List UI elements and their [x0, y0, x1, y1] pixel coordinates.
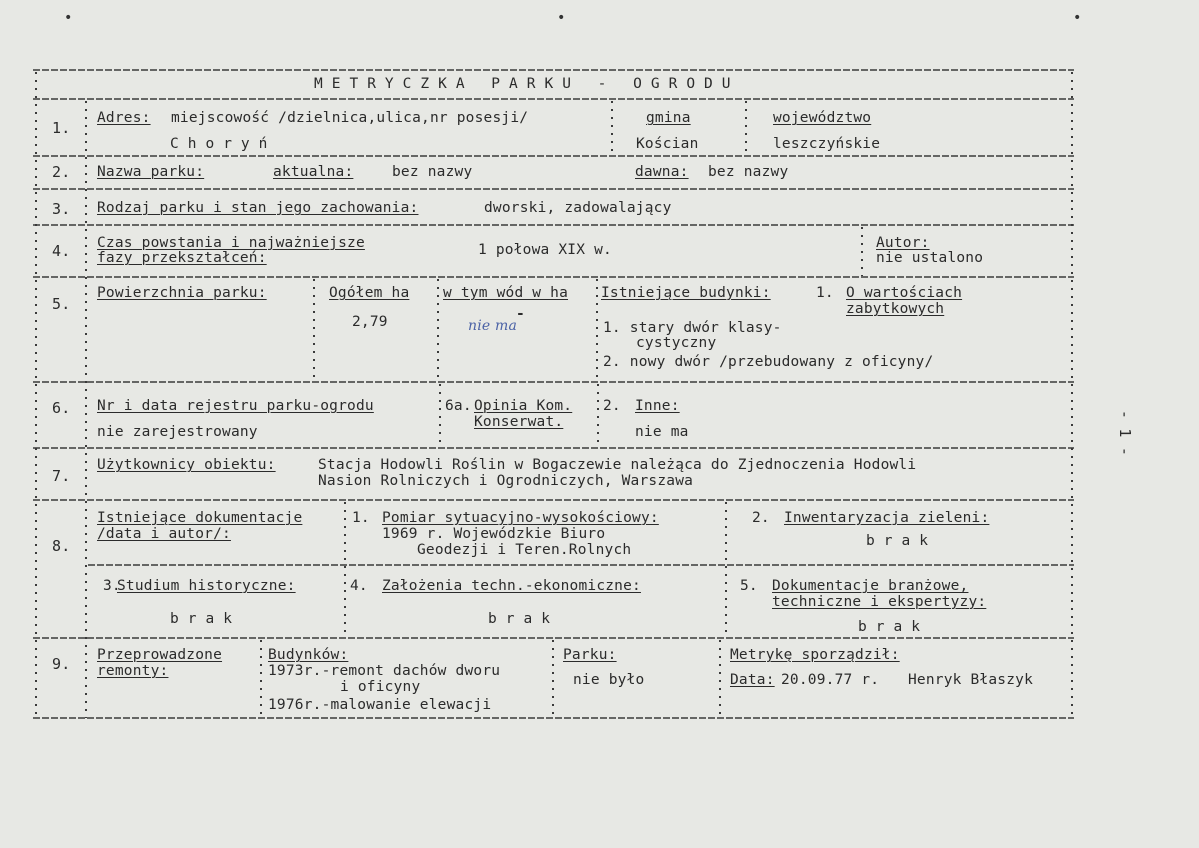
other-number: 2. — [603, 398, 621, 414]
history-label: Studium historyczne: — [117, 578, 296, 594]
buildings-repairs-label: Budynków: — [268, 647, 349, 663]
park-name-label: Nazwa parku: — [97, 164, 205, 180]
creation-label-line1: Czas powstania i najważniejsze — [97, 235, 365, 251]
historic-value-line1: O wartościach — [846, 285, 963, 301]
row-4-number: 4. — [52, 242, 71, 260]
page-number: - 1 - — [1116, 409, 1135, 457]
inventory-label: Inwentaryzacja zieleni: — [784, 510, 990, 526]
buildings-sub-number: 1. — [816, 285, 834, 301]
date-label: Data: — [730, 672, 775, 688]
park-repairs-value: nie było — [573, 672, 645, 688]
address-value: Choryń — [170, 136, 277, 152]
users-value-line1: Stacja Hodowli Roślin w Bogaczewie należąca do Zjednoczenia Hodowli — [318, 457, 917, 473]
former-name-label: dawna: — [635, 164, 689, 180]
top-mark-right: • — [1073, 10, 1082, 26]
row-3-number: 3. — [52, 200, 71, 218]
survey-number: 1. — [352, 510, 370, 526]
repairs-label-line2: remonty: — [97, 663, 169, 679]
inventory-value: brak — [866, 533, 937, 549]
author-value: nie ustalono — [876, 250, 984, 266]
park-type-value: dworski, zadowalający — [484, 200, 672, 216]
repair-1-line1: 1973r.-remont dachów dworu — [268, 663, 501, 679]
documentation-label-line1: Istniejące dokumentacje — [97, 510, 303, 526]
buildings-label: Istniejące budynki: — [601, 285, 771, 301]
tech-label: Założenia techn.-ekonomiczne: — [382, 578, 641, 594]
water-area-label: w tym wód w ha — [443, 285, 569, 301]
row-1-number: 1. — [52, 119, 71, 137]
tech-value: brak — [488, 611, 559, 627]
building-1-line1: 1. stary dwór klasy- — [603, 320, 782, 336]
park-type-label: Rodzaj parku i stan jego zachowania: — [97, 200, 419, 216]
building-1-line2: cystyczny — [636, 335, 717, 351]
register-value: nie zarejestrowany — [97, 424, 258, 440]
repair-1-line2: i oficyny — [340, 679, 421, 695]
users-value-line2: Nasion Rolniczych i Ogrodniczych, Warszawa — [318, 473, 694, 489]
row-9-number: 9. — [52, 655, 71, 673]
documentation-label-line2: /data i autor/: — [97, 526, 231, 542]
repairs-label-line1: Przeprowadzone — [97, 647, 223, 663]
survey-line2: Geodezji i Teren.Rolnych — [417, 542, 632, 558]
total-area-label: Ogółem ha — [329, 285, 410, 301]
author-label: Autor: — [876, 235, 930, 251]
water-area-dash: - — [516, 306, 525, 322]
current-name-label: aktualna: — [273, 164, 354, 180]
creation-label-line2: fazy przekształceń: — [97, 250, 267, 266]
park-repairs-label: Parku: — [563, 647, 617, 663]
opinion-label-line2: Konserwat. — [474, 414, 564, 430]
date-value: 20.09.77 r. — [781, 672, 880, 688]
creation-value: 1 połowa XIX w. — [478, 242, 612, 258]
current-name-value: bez nazwy — [392, 164, 473, 180]
survey-label: Pomiar sytuacyjno-wysokościowy: — [382, 510, 659, 526]
row-6-number: 6. — [52, 399, 71, 417]
area-label: Powierzchnia parku: — [97, 285, 267, 301]
row-7-number: 7. — [52, 467, 71, 485]
users-label: Użytkownicy obiektu: — [97, 457, 276, 473]
address-label: Adres: — [97, 110, 151, 126]
opinion-label-line1: Opinia Kom. — [474, 398, 573, 414]
opinion-number: 6a. — [445, 398, 472, 414]
survey-line1: 1969 r. Wojewódzkie Biuro — [382, 526, 606, 542]
water-area-handwritten: nie ma — [468, 318, 518, 334]
gmina-value: Kościan — [636, 136, 699, 152]
top-mark-left: • — [64, 10, 73, 26]
row-2-number: 2. — [52, 163, 71, 181]
building-2: 2. nowy dwór /przebudowany z oficyny/ — [603, 354, 934, 370]
tech-number: 4. — [350, 578, 368, 594]
historic-value-line2: zabytkowych — [846, 301, 945, 317]
row-5-number: 5. — [52, 295, 71, 313]
former-name-value: bez nazwy — [708, 164, 789, 180]
other-value: nie ma — [635, 424, 689, 440]
other-label: Inne: — [635, 398, 680, 414]
branch-label-line1: Dokumentacje branżowe, — [772, 578, 969, 594]
voivodeship-label: województwo — [773, 110, 872, 126]
prepared-by-name: Henryk Błaszyk — [908, 672, 1034, 688]
total-area-value: 2,79 — [352, 314, 388, 330]
branch-number: 5. — [740, 578, 758, 594]
gmina-label: gmina — [646, 110, 691, 126]
repair-2: 1976r.-malowanie elewacji — [268, 697, 492, 713]
prepared-by-label: Metrykę sporządził: — [730, 647, 900, 663]
address-description: miejscowość /dzielnica,ulica,nr posesji/ — [171, 110, 529, 126]
inventory-number: 2. — [752, 510, 770, 526]
history-value: brak — [170, 611, 241, 627]
top-mark-center: • — [557, 10, 566, 26]
branch-value: brak — [858, 619, 929, 635]
branch-label-line2: techniczne i ekspertyzy: — [772, 594, 987, 610]
history-number: 3. — [103, 578, 121, 594]
register-label: Nr i data rejestru parku-ogrodu — [97, 398, 374, 414]
row-8-number: 8. — [52, 537, 71, 555]
voivodeship-value: leszczyńskie — [773, 136, 881, 152]
form-title: METRYCZKA PARKU - OGRODU — [314, 76, 740, 92]
